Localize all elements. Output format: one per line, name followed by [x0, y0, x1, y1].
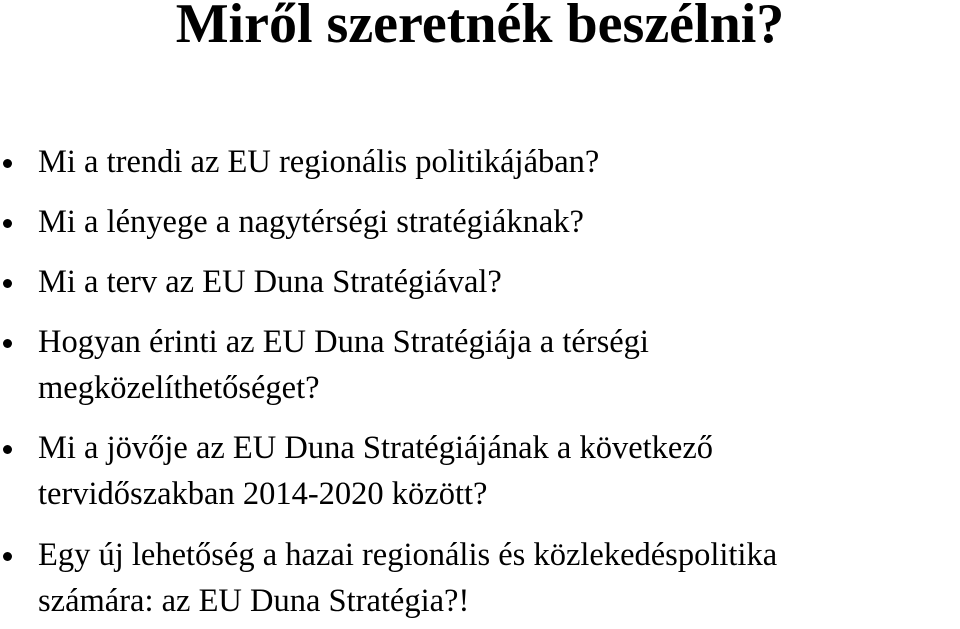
bullet-line: megközelíthetőséget? [38, 370, 320, 406]
bullet-line: Mi a terv az EU Duna Stratégiával? [38, 264, 502, 300]
bullet-dot-icon [3, 279, 12, 288]
bullet-dot-icon [3, 339, 12, 348]
bullet-line: Mi a jövője az EU Duna Stratégiájának a következő [38, 430, 714, 466]
bullet-dot-icon [3, 159, 12, 168]
bullet-line: Hogyan érinti az EU Duna Stratégiája a térségi [38, 324, 649, 360]
bullet-dot-icon [3, 219, 12, 228]
bullet-dot-icon [3, 552, 12, 561]
bullet-dot-icon [3, 445, 12, 454]
bullet-line: Egy új lehetőség a hazai regionális és közlekedéspolitika [38, 537, 778, 573]
bullet-line: számára: az EU Duna Stratégia?! [38, 583, 470, 619]
slide-title: Miről szeretnék beszélni? [175, 0, 785, 55]
bullet-line: Mi a trendi az EU regionális politikájában? [38, 144, 600, 180]
bullet-line: Mi a lényege a nagytérségi stratégiáknak? [38, 204, 584, 240]
bullet-line: tervidőszakban 2014-2020 között? [38, 476, 488, 512]
